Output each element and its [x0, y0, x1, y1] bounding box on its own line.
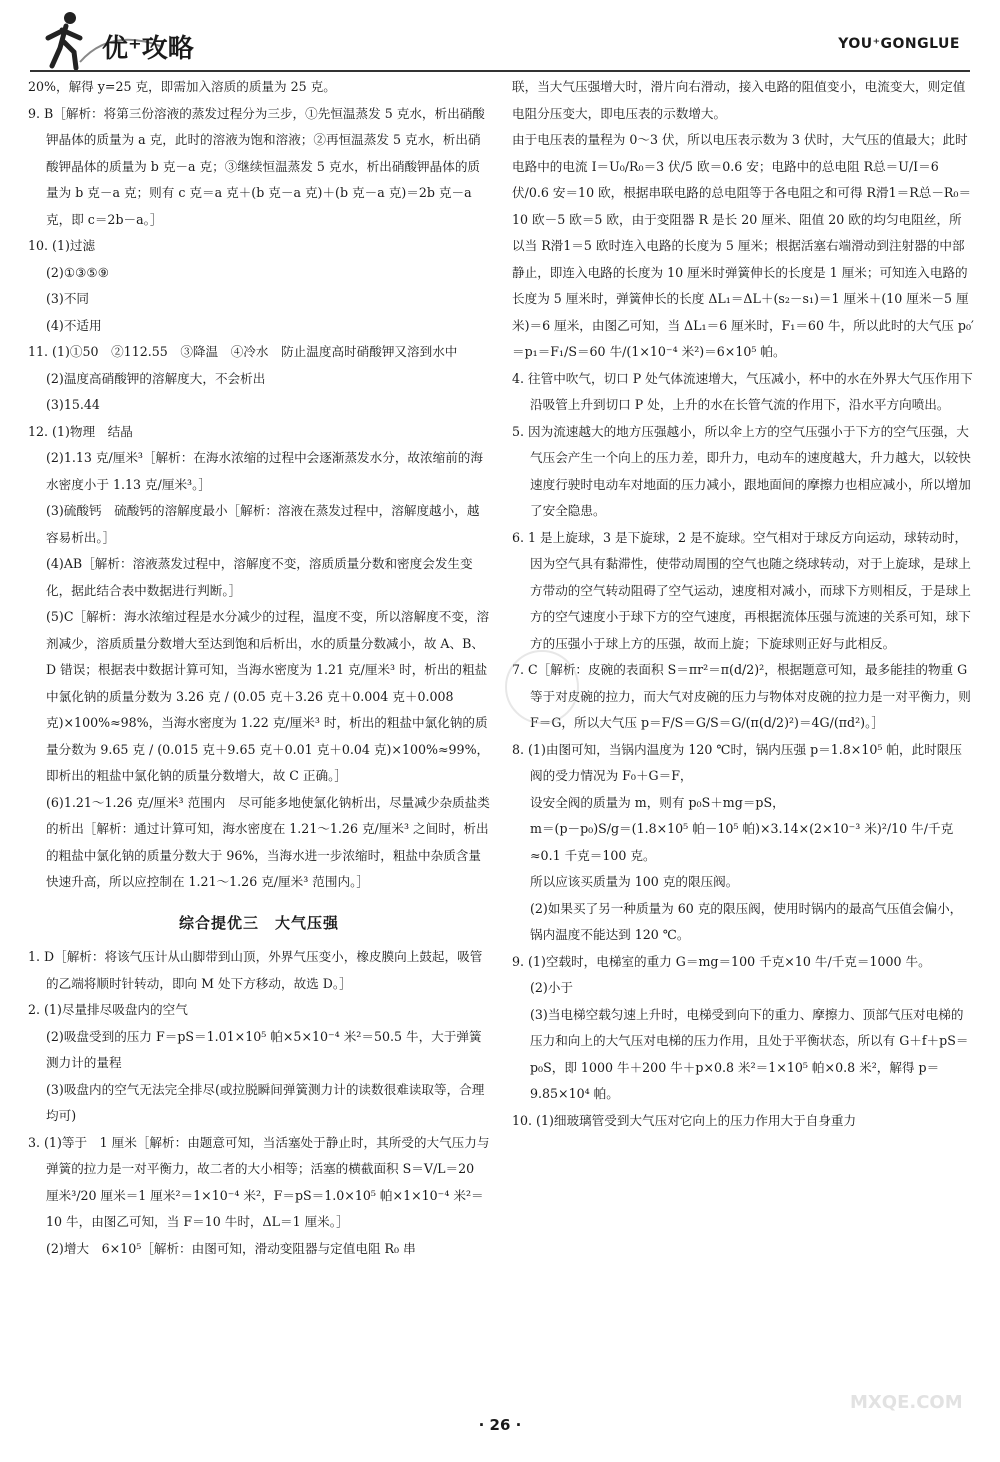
answer-line: (3)硫酸钙 硫酸钙的溶解度最小［解析：溶液在蒸发过程中，溶解度越小，越容易析出。］ [46, 503, 480, 545]
left-column [28, 74, 490, 1262]
answer-line: (2)增大 6×10⁵［解析：由图可知，滑动变阻器与定值电阻 R₀ 串 [46, 1240, 416, 1256]
page-number: · 26 · [478, 1416, 522, 1434]
answer-line: 7. C［解析：皮碗的表面积 S＝πr²＝π(d/2)²，根据题意可知，最多能挂的物重 G 等于对皮碗的拉力，而大气对皮碗的压力与物体对皮碗的拉力是一对平衡力，则 F＝G，所以大气压 p＝F/S＝G/S＝G/(π(d/2)²)＝4G/(πd²)。］ [512, 662, 971, 730]
answer-line: (3)15.44 [46, 397, 100, 412]
brand-name: YOU⁺GONGLUE [838, 36, 960, 52]
answer-line: (5)C［解析：海水浓缩过程是水分减少的过程，温度不变，所以溶解度不变，溶剂减少，溶质质量分数增大至达到饱和后析出，水的质量分数减小，故 A、B、D 错误；根据表中数据计算可知，当海水密度为 1.21 克/厘米³ 时，析出的粗盐中氯化钠的质量分数为 3.26 克 / (0.05 克＋3.26 克＋0.004 克＋0.008 克)×100%≈98%，当海水密度为 1.22 克/厘米³ 时，析出的粗盐中氯化钠的质量分数为 9.65 克 / (0.015 克＋9.65 克＋0.01 克＋0.04 克)×100%≈99%，即析出的粗盐中氯化钠的质量分数增大，故 C 正确。］ [46, 609, 490, 783]
answer-line: (4)AB［解析：溶液蒸发过程中，溶解度不变，溶质质量分数和密度会发生变化，据此结合表中数据进行判断。］ [46, 556, 473, 598]
answer-line: (2)小于 [530, 980, 574, 995]
answer-line: (2)①③⑤⑨ [46, 264, 109, 280]
answer-line: 4. 往管中吹气，切口 P 处气体流速增大，气压减小，杯中的水在外界大气压作用下沿吸管上升到切口 P 处，上升的水在长管气流的作用下，沿水平方向喷出。 [512, 370, 973, 412]
answer-line: (2)1.13 克/厘米³［解析：在海水浓缩的过程中会逐渐蒸发水分，故浓缩前的海水密度小于 1.13 克/厘米³。］ [46, 450, 483, 492]
answer-line: 10. (1)过滤 [28, 238, 96, 253]
answer-line: 20%，解得 y=25 克，即需加入溶质的质量为 25 克。 [28, 79, 336, 94]
answer-line: (3)当电梯空载匀速上升时，电梯受到向下的重力、摩擦力、顶部气压对电梯的压力和向上的大气压对电梯的压力作用，且处于平衡状态，所以有 G＋f＋pS＝p₀S，即 1000 牛＋200 牛＋p×0.8 米²＝1×10⁵ 帕×0.8 米²，解得 p＝9.85×10⁴ 帕。 [530, 1006, 969, 1101]
answer-line: 5. 因为流速越大的地方压强越小，所以伞上方的空气压强小于下方的空气压强，大气压会产生一个向上的压力差，即升力，电动车的速度越大，升力越大，以较快速度行驶时电动车对地面的压力减小，跟地面间的摩擦力也相应减小，所以增加了安全隐患。 [512, 423, 971, 518]
answer-line: 3. (1)等于 1 厘米［解析：由题意可知，当活塞处于静止时，其所受的大气压力与弹簧的拉力是一对平衡力，故二者的大小相等；活塞的横截面积 S＝V/L＝20 厘米³/20 厘米＝1 厘米²＝1×10⁻⁴ 米²，F＝pS＝1.0×10⁵ 帕×1×10⁻⁴ 米²＝10 牛，由图乙可知，当 F＝10 牛时，ΔL＝1 厘米。］ [28, 1134, 490, 1229]
answer-line: 12. (1)物理 结晶 [28, 423, 133, 439]
answer-line: 1. D［解析：将该气压计从山脚带到山顶，外界气压变小，橡皮膜向上鼓起，吸管的乙端将顺时针转动，即向 M 处下方移动，故选 D。］ [28, 949, 483, 991]
answer-line: 6. 1 是上旋球，3 是下旋球，2 是不旋球。空气相对于球反方向运动，球转动时，因为空气具有黏滞性，使带动周围的空气也随之绕球转动，对于上旋球，是球上方带动的空气转动阻碍了空气运动，速度相对减小，而球下方则相反，于是球上方的空气速度小于球下方的空气速度，再根据流体压强与流速的关系可知，球下方的压强小于球上方的压强，故而上旋；下旋球则正好与此相反。 [512, 529, 971, 651]
answer-line: (6)1.21～1.26 克/厘米³ 范围内 尽可能多地使氯化钠析出，尽量减少杂质盐类的析出［解析：通过计算可知，海水密度在 1.21～1.26 克/厘米³ 之间时，析出的粗盐中氯化钠的质量分数大于 96%，当海水进一步浓缩时，粗盐中杂质含量快速升高，所以应控制在 1.21～1.26 克/厘米³ 范围内。］ [46, 794, 490, 889]
answer-line: (3)不同 [46, 291, 90, 306]
watermark-text: MXQE.COM [850, 1392, 963, 1413]
answer-line: 所以应该买质量为 100 克的限压阀。 [530, 874, 739, 889]
answer-line: (2)吸盘受到的压力 F＝pS＝1.01×10⁵ 帕×5×10⁻⁴ 米²＝50.5 牛，大于弹簧测力计的量程 [46, 1028, 482, 1070]
answer-line: 11. (1)①50 ②112.55 ③降温 ④冷水 防止温度高时硝酸钾又溶到水中 [28, 344, 458, 359]
right-column [512, 74, 974, 1134]
logo-text: 优⁺攻略 [102, 34, 194, 64]
answer-line: 10. (1)细玻璃管受到大气压对它向上的压力作用大于自身重力 [512, 1112, 857, 1128]
section-title: 综合提优三 大气压强 [178, 913, 339, 932]
stamp-icon [505, 650, 579, 724]
answer-line: ≈0.1 千克＝100 克。 [530, 847, 656, 863]
answer-line: 8. (1)由图可知，当锅内温度为 120 ℃时，锅内压强 p＝1.8×10⁵ 帕，此时限压阀的受力情况为 F₀＋G＝F， [512, 741, 962, 783]
answer-line: (4)不适用 [46, 317, 102, 333]
answer-line: (3)吸盘内的空气无法完全排尽(或拉脱瞬间弹簧测力计的读数很难读取等，合理均可) [46, 1081, 485, 1123]
answer-line: 2. (1)尽量排尽吸盘内的空气 [28, 1002, 188, 1017]
answer-line: 联，当大气压强增大时，滑片向右滑动，接入电路的阻值变小，电流变大，则定值电阻分压变大，即电压表的示数增大。 [512, 79, 966, 121]
answer-line: 9. B［解析：将第三份溶液的蒸发过程分为三步，①先恒温蒸发 5 克水，析出硝酸钾晶体的质量为 a 克，此时的溶液为饱和溶液；②再恒温蒸发 5 克水，析出硝酸钾晶体的质量为 b 克－a 克；③继续恒温蒸发 5 克水，析出硝酸钾晶体的质量为 b 克－a 克；则有 c 克＝a 克＋(b 克－a 克)＋(b 克－a 克)＝2b 克－a 克，即 c＝2b－a。］ [28, 105, 485, 227]
answer-line: m＝(p－p₀)S/g＝(1.8×10⁵ 帕－10⁵ 帕)×3.14×(2×10⁻³ 米)²/10 牛/千克 [530, 821, 954, 836]
page-header [30, 8, 970, 70]
answer-line: (2)如果买了另一种质量为 60 克的限压阀，使用时锅内的最高气压值会偏小，锅内温度不能达到 120 ℃。 [530, 900, 963, 942]
answer-line: 9. (1)空载时，电梯室的重力 G＝mg＝100 千克×10 牛/千克＝1000 牛。 [512, 953, 931, 969]
answer-line: (2)温度高硝酸钾的溶解度大，不会析出 [46, 370, 266, 386]
answer-line: 由于电压表的量程为 0～3 伏，所以电压表示数为 3 伏时，大气压的值最大；此时电路中的电流 I＝U₀/R₀＝3 伏/5 欧＝0.6 安；电路中的总电阻 R总＝U/I＝6 伏/0.6 安＝10 欧，根据串联电路的总电阻等于各电阻之和可得 R滑1＝R总－R₀＝10 欧－5 欧＝5 欧，由于变阻器 R 是长 20 厘米、阻值 20 欧的均匀电阻丝，所以当 R滑1＝5 欧时连入电路的长度为 5 厘米；根据活塞右端滑动到注射器的中部静止，即连入电路的长度为 10 厘米时弹簧伸长的长度是 1 厘米；可知连入电路的长度为 5 厘米时，弹簧伸长的长度 ΔL₁＝ΔL＋(s₂－s₁)＝1 厘米＋(10 厘米－5 厘米)＝6 厘米，由图乙可知，当 ΔL₁＝6 厘米时，F₁＝60 牛，所以此时的大气压 p₀′＝p₁＝F₁/S＝60 牛/(1×10⁻⁴ 米²)＝6×10⁵ 帕。 [512, 132, 974, 359]
answer-line: 设安全阀的质量为 m，则有 p₀S＋mg＝pS， [530, 794, 785, 810]
header-rule [30, 70, 970, 72]
